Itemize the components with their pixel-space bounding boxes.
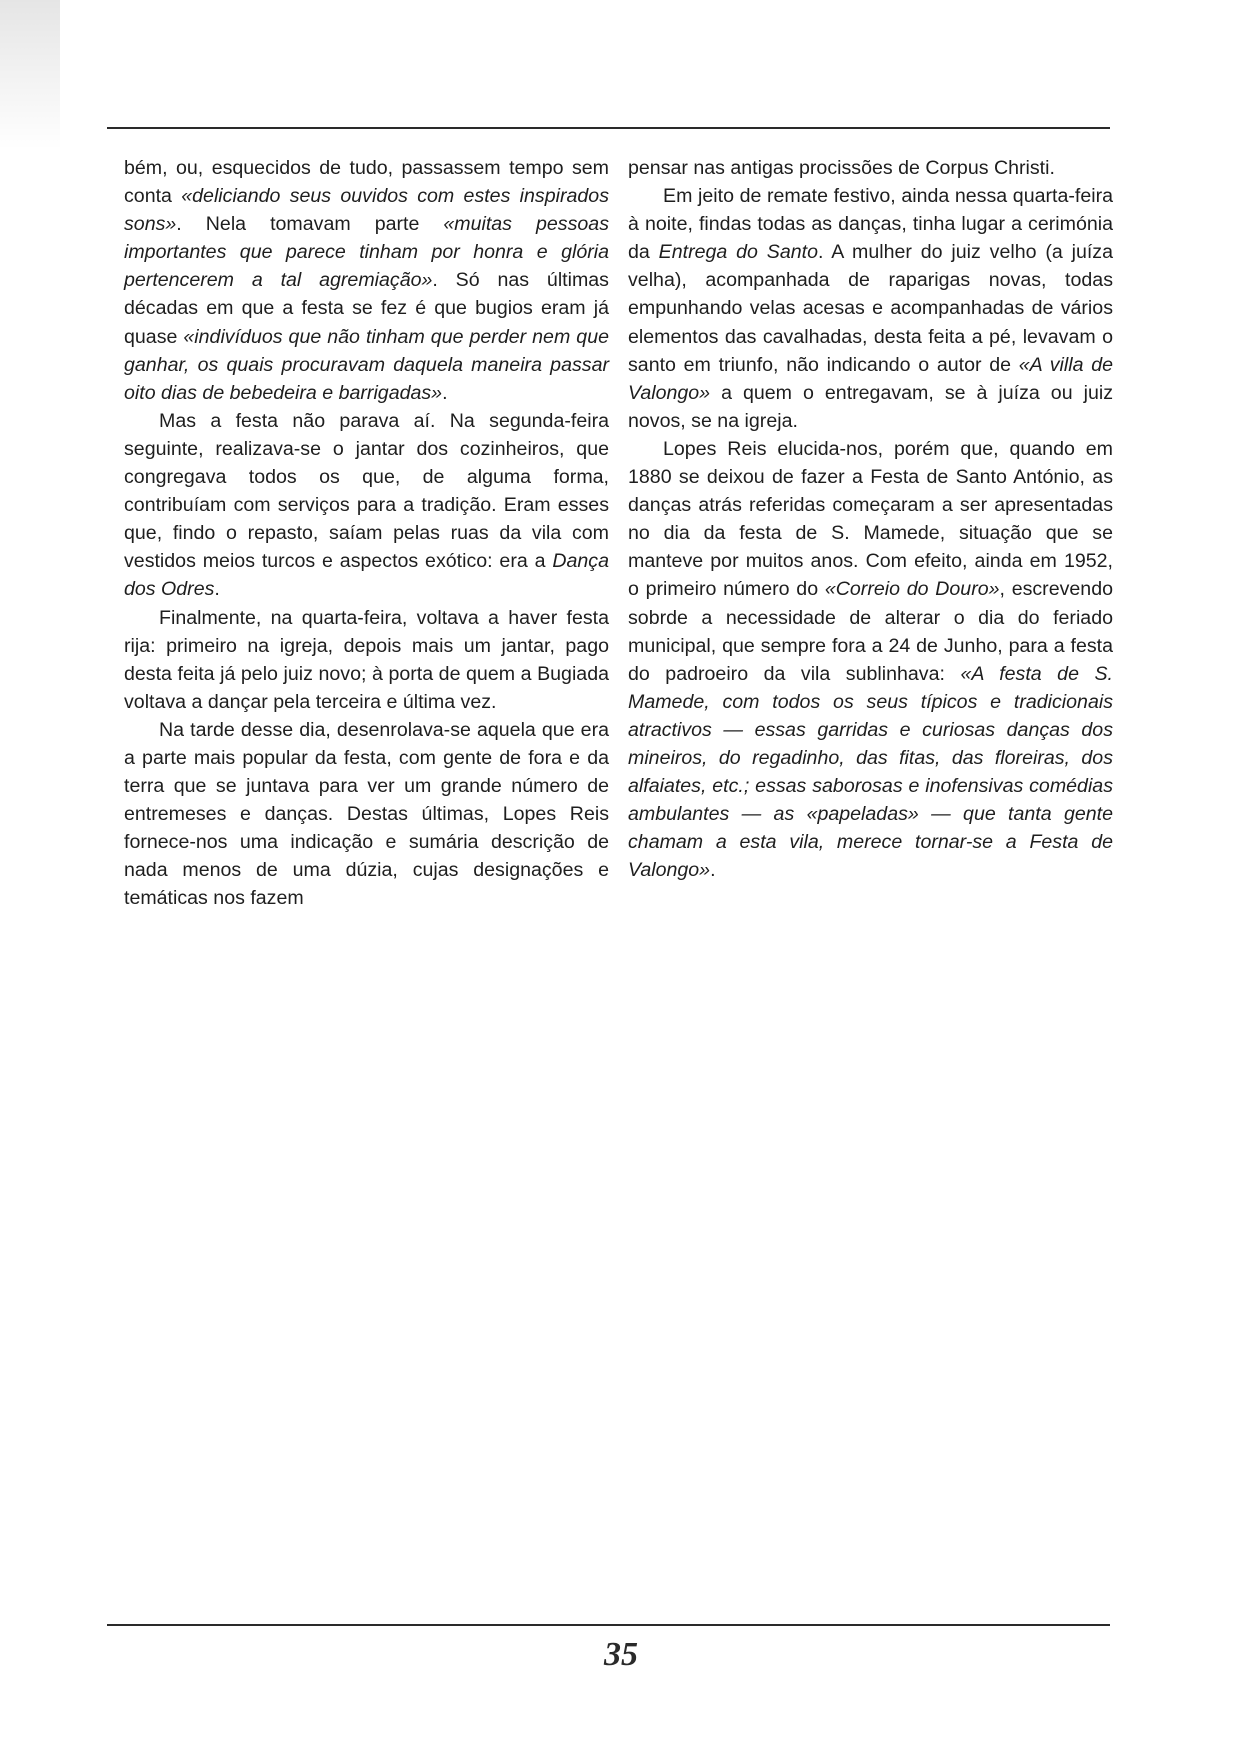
paragraph — [124, 604, 609, 716]
text-run: Mas a festa não parava aí. Na segunda-feira seguinte, realizava-se o jantar dos cozinheiros, que congregava todos os que, de alguma forma, contribuíam com serviços para a tradição. Eram esses que, findo o repasto, saíam pelas ruas da vila com vestidos meios turcos e aspectos exótico: era a — [124, 409, 609, 573]
paragraph — [124, 407, 609, 604]
header-rule — [107, 127, 1110, 129]
right-column — [628, 154, 1113, 884]
paragraph — [124, 154, 609, 407]
text-run: pensar nas antigas procissões de Corpus Christi. — [628, 157, 1055, 179]
newspaper-title: «Correio do Douro» — [824, 578, 1000, 601]
text-run: Lopes Reis elucida-nos, porém que, quando em 1880 se deixou de fazer a Festa de Santo António, as danças atrás referidas começaram a ser apresentadas no dia da festa de S. Mamede, situação que se manteve por muitos anos. Com efeito, ainda em 1952, o primeiro número do — [628, 437, 1113, 601]
text-run: Finalmente, na quarta-feira, voltava a haver festa rija: primeiro na igreja, depois mais um jantar, pago desta feita já pelo juiz novo; à porta de quem a Bugiada voltava a dançar pela terceira e última vez. — [124, 606, 609, 713]
quoted-text: «muitas pessoas importantes que parece tinham por honra e glória pertencerem a tal agremiação» — [124, 213, 609, 292]
text-run: Em jeito de remate festivo, ainda nessa quarta-feira à noite, findas todas as danças, tinha lugar a cerimónia da — [628, 185, 1113, 264]
text-run: bém, ou, esquecidos de tudo, passassem tempo sem conta — [124, 157, 609, 208]
text-run: . — [442, 381, 448, 404]
text-run: Na tarde desse dia, desenrolava-se aquela que era a parte mais popular da festa, com gente de fora e da terra que se juntava para ver um grande número de entremeses e danças. Destas últimas, Lopes Reis fornece-nos uma indicação e sumária descrição de nada menos de uma dúzia, cujas designações e temáticas nos fazem — [124, 718, 609, 910]
paragraph — [628, 154, 1113, 182]
ceremony-title: Entrega do Santo — [658, 241, 818, 264]
text-run: . — [214, 578, 220, 601]
paragraph — [124, 716, 609, 913]
footer-rule — [107, 1624, 1110, 1626]
book-title: «A villa de Valongo» — [628, 353, 1113, 404]
dance-title: Dança dos Odres — [124, 550, 609, 601]
quoted-text: «A festa de S. Mamede, com todos os seus típicos e tradicionais atractivos — essas garridas e curiosas danças dos mineiros, do regadinho, das fitas, das floreiras, dos alfaiates, etc.; essas saborosas e inofensivas comédias ambulantes — as «papeladas» — que tanta gente chamam a esta vila, merece tornar-se a Festa de Valongo» — [628, 662, 1114, 882]
text-run: . A mulher do juiz velho (a juíza velha), acompanhada de raparigas novas, todas empunhando velas acesas e acompanhadas de vários elementos das cavalhadas, desta feita a pé, levavam o santo em triunfo, não indicando o autor de — [628, 241, 1113, 376]
page-number: 35 — [604, 1636, 638, 1673]
scan-shadow — [0, 0, 60, 150]
paragraph — [628, 435, 1113, 885]
text-run: . Nela tomavam parte — [176, 213, 444, 236]
text-run: . — [710, 859, 716, 882]
text-run: , escrevendo sobrde a necessidade de alterar o dia do feriado municipal, que sempre fora a 24 de Junho, para a festa do padroeiro da vila sublinhava: — [628, 578, 1113, 685]
quoted-text: «indivíduos que não tinham que perder nem que ganhar, os quais procuravam daquela maneira passar oito dias de bebedeira e barrigadas» — [124, 325, 609, 404]
quoted-text: «deliciando seus ouvidos com estes inspirados sons» — [124, 185, 609, 236]
paragraph — [628, 182, 1113, 435]
text-run: a quem o entregavam, se à juíza ou juiz novos, se na igreja. — [628, 381, 1113, 432]
left-column — [124, 154, 609, 913]
text-run: . Só nas últimas décadas em que a festa se fez é que bugios eram já quase — [124, 269, 609, 348]
